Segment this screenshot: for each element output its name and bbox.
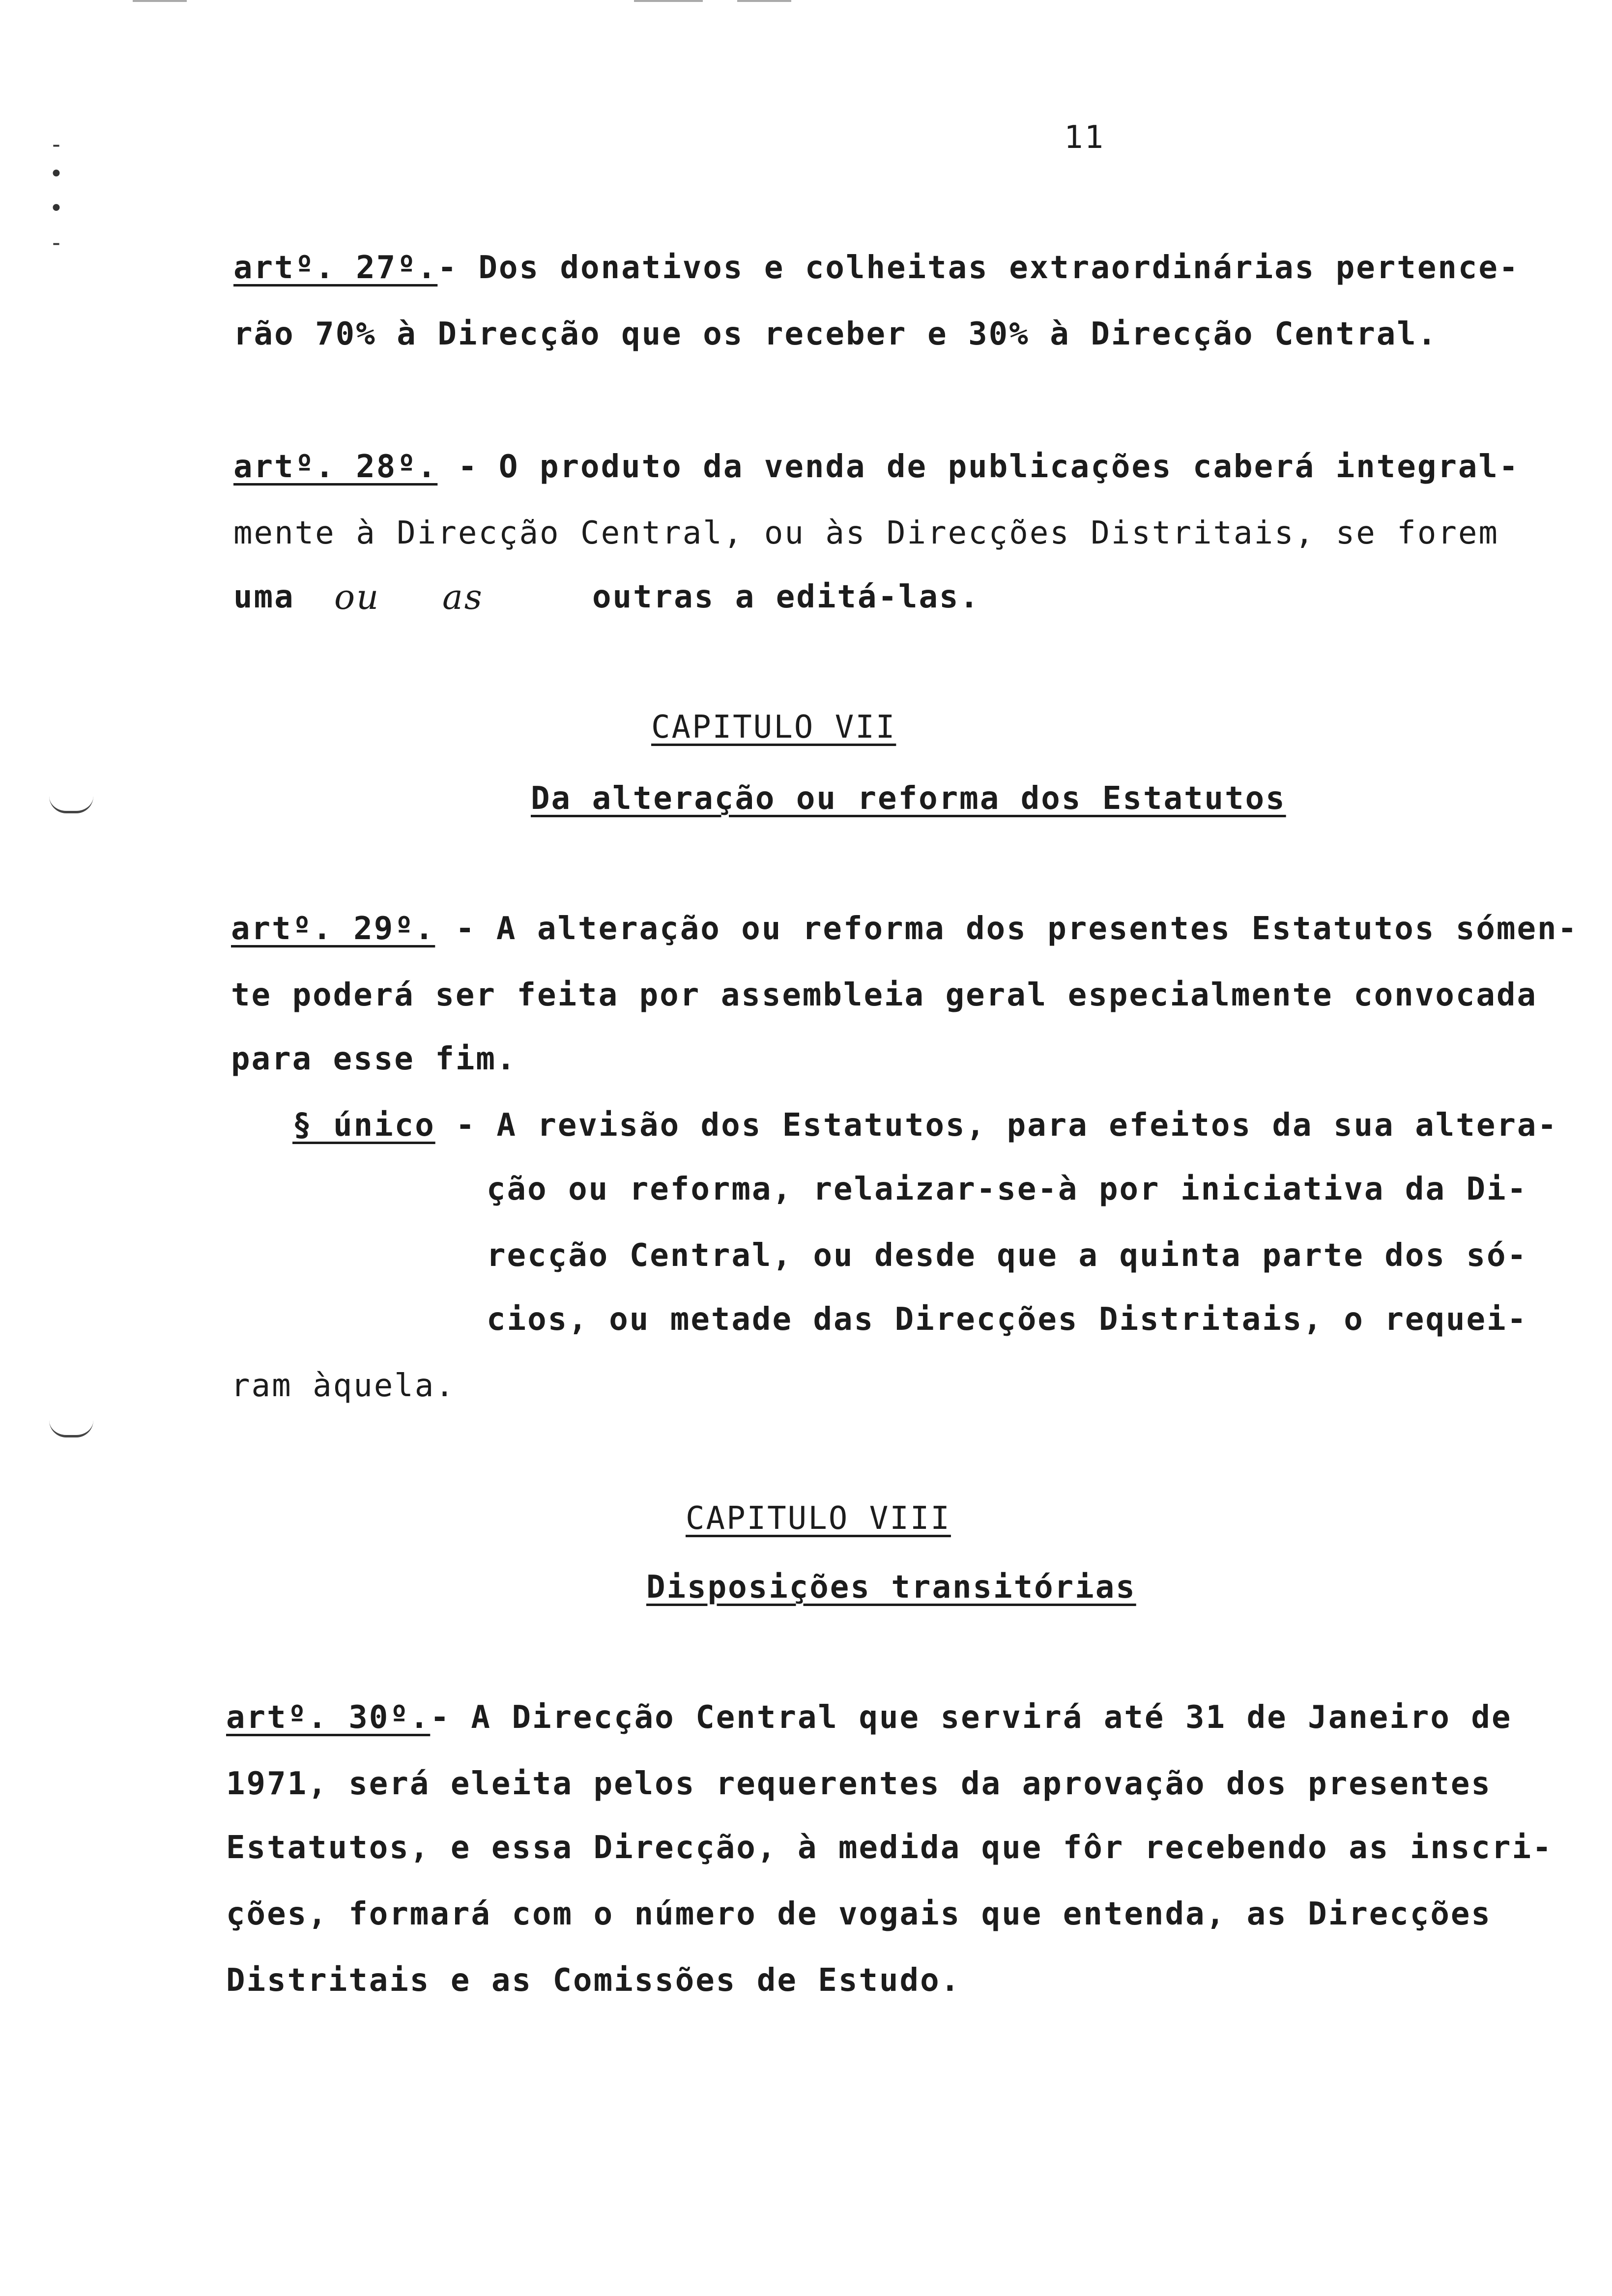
page-number: 11 [1064, 119, 1105, 156]
art30-line4: ções, formará com o número de vogais que entenda, as Direcções [226, 1896, 1492, 1932]
art28-line3-start: uma [233, 579, 295, 615]
art27-line1: artº. 27º.- Dos donativos e colheitas extraordinárias pertence- [233, 250, 1520, 286]
handwritten-correction-1: ou [334, 577, 380, 617]
margin-dash: - [49, 131, 63, 158]
art29-line2: te poderá ser feita por assembleia geral especialmente convocada [231, 977, 1537, 1013]
art28-line1: artº. 28º. - O produto da venda de publicações caberá integral- [233, 449, 1520, 485]
margin-dot: • [49, 195, 63, 222]
paragraph-line2: ção ou reforma, relaizar-se-à por iniciativa da Di- [487, 1171, 1528, 1207]
scan-artifact [634, 0, 703, 2]
paragraph-heading: § único [292, 1107, 435, 1144]
paragraph-line4: cios, ou metade das Direcções Distritais, o requei- [487, 1301, 1528, 1338]
art30-line3: Estatutos, e essa Direcção, à medida que fôr recebendo as inscri- [226, 1830, 1553, 1866]
scan-artifact [737, 0, 791, 2]
scan-artifact [133, 0, 187, 2]
paragraph-line5: ram àquela. [231, 1368, 456, 1404]
paragraph-line3: recção Central, ou desde que a quinta parte dos só- [487, 1237, 1528, 1274]
margin-bracket [49, 1420, 93, 1437]
chapter7-subtitle: Da alteração ou reforma dos Estatutos [531, 780, 1286, 817]
art30-heading: artº. 30º. [226, 1699, 431, 1736]
art28-heading: artº. 28º. [233, 449, 438, 485]
art28-line3-end: outras a editá-las. [592, 579, 980, 615]
chapter8-title: CAPITULO VIII [686, 1500, 951, 1537]
art29-heading: artº. 29º. [231, 911, 435, 947]
margin-bracket [49, 796, 93, 813]
handwritten-correction-2: as [442, 577, 484, 617]
art30-line5: Distritais e as Comissões de Estudo. [226, 1962, 961, 1999]
art27-line2: rão 70% à Direcção que os receber e 30% à Direcção Central. [233, 316, 1438, 352]
art29-line1: artº. 29º. - A alteração ou reforma dos presentes Estatutos sómen- [231, 911, 1579, 947]
art30-line1: artº. 30º.- A Direcção Central que servirá até 31 de Janeiro de [226, 1699, 1512, 1736]
chapter7-title: CAPITULO VII [651, 709, 896, 746]
paragraph-line1: § único - A revisão dos Estatutos, para efeitos da sua altera- [292, 1107, 1558, 1144]
art27-heading: artº. 27º. [233, 250, 438, 286]
chapter8-subtitle: Disposições transitórias [646, 1569, 1136, 1606]
art30-line2: 1971, será eleita pelos requerentes da aprovação dos presentes [226, 1766, 1492, 1802]
margin-dot: • [49, 160, 63, 188]
art29-line3: para esse fim. [231, 1041, 517, 1077]
margin-dash: - [49, 229, 63, 257]
art28-line2: mente à Direcção Central, ou às Direcções Distritais, se forem [233, 515, 1499, 551]
